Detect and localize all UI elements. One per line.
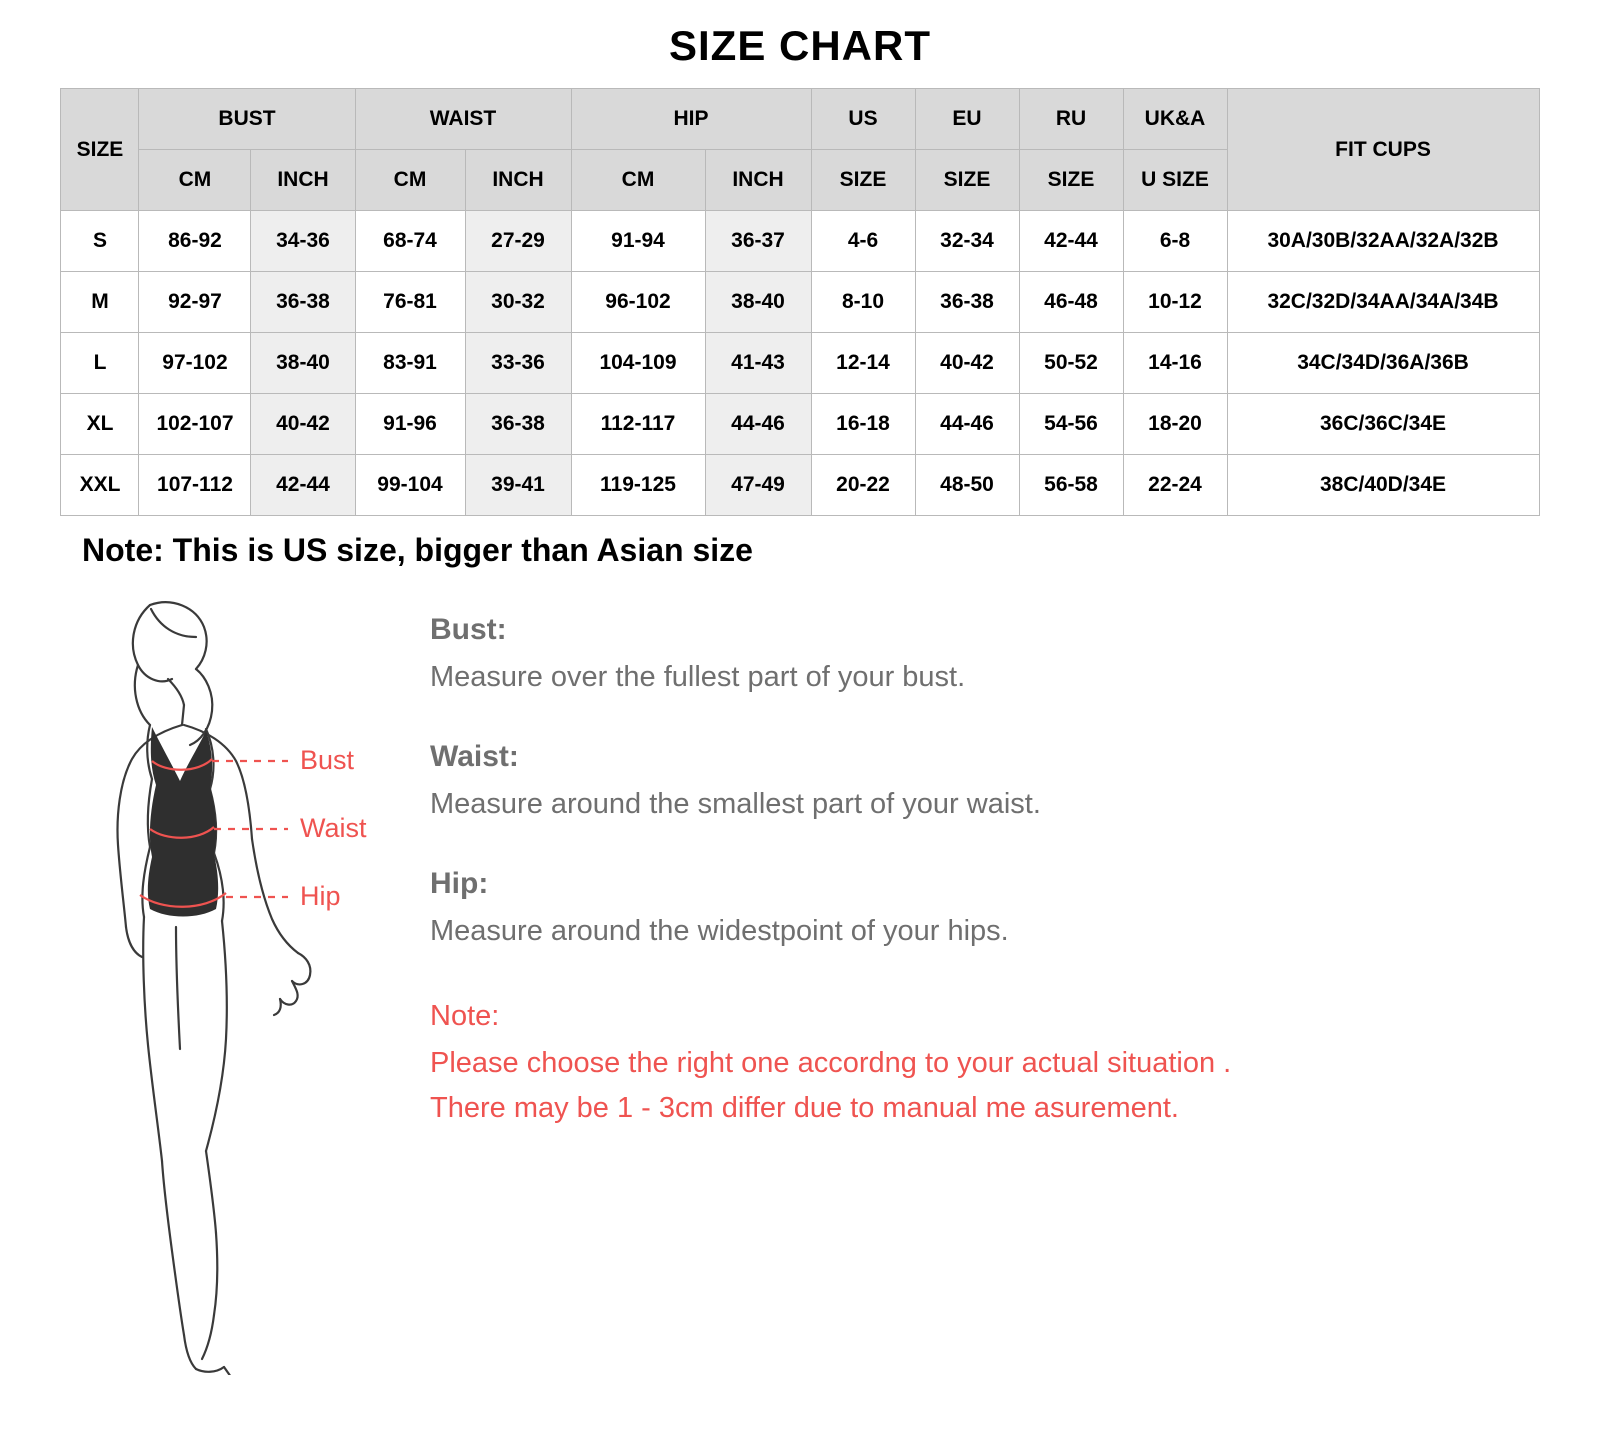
cell-hip-inch: 38-40 bbox=[705, 272, 811, 333]
cell-bust-cm: 107-112 bbox=[139, 455, 251, 516]
instruction-waist bbox=[430, 740, 1600, 821]
cell-size: M bbox=[61, 272, 139, 333]
sub-header-ru-size: SIZE bbox=[1019, 150, 1123, 211]
cell-us-size: 8-10 bbox=[811, 272, 915, 333]
swimsuit-shape bbox=[148, 727, 218, 917]
cell-bust-inch: 38-40 bbox=[251, 333, 355, 394]
cell-uk-au-size: 14-16 bbox=[1123, 333, 1227, 394]
cell-hip-cm: 96-102 bbox=[571, 272, 705, 333]
sub-header-uk-au-size: U SIZE bbox=[1123, 150, 1227, 211]
col-header-eu: EU bbox=[915, 89, 1019, 150]
col-header-size: SIZE bbox=[61, 89, 139, 211]
cell-uk-au-size: 22-24 bbox=[1123, 455, 1227, 516]
col-header-us: US bbox=[811, 89, 915, 150]
cell-ru-size: 56-58 bbox=[1019, 455, 1123, 516]
figure-label-waist: Waist bbox=[300, 813, 367, 843]
cell-eu-size: 36-38 bbox=[915, 272, 1019, 333]
cell-waist-inch: 27-29 bbox=[465, 211, 571, 272]
cell-hip-cm: 119-125 bbox=[571, 455, 705, 516]
instruction-waist-body: Measure around the smallest part of your waist. bbox=[430, 788, 1041, 820]
cell-size: XL bbox=[61, 394, 139, 455]
size-chart-table bbox=[60, 88, 1539, 516]
cell-hip-cm: 104-109 bbox=[571, 333, 705, 394]
cell-waist-cm: 83-91 bbox=[355, 333, 465, 394]
sub-header-hip-inch: INCH bbox=[705, 150, 811, 211]
cell-waist-cm: 76-81 bbox=[355, 272, 465, 333]
sub-header-waist-cm: CM bbox=[355, 150, 465, 211]
cell-us-size: 4-6 bbox=[811, 211, 915, 272]
sub-header-waist-inch: INCH bbox=[465, 150, 571, 211]
instruction-bust-title: Bust: bbox=[430, 613, 507, 646]
cell-ru-size: 54-56 bbox=[1019, 394, 1123, 455]
cell-us-size: 12-14 bbox=[811, 333, 915, 394]
disclaimer-title: Note: bbox=[430, 1000, 500, 1032]
cell-uk-au-size: 18-20 bbox=[1123, 394, 1227, 455]
cell-ru-size: 42-44 bbox=[1019, 211, 1123, 272]
measurement-figure bbox=[0, 575, 420, 1380]
cell-bust-inch: 40-42 bbox=[251, 394, 355, 455]
cell-waist-inch: 36-38 bbox=[465, 394, 571, 455]
col-header-ru: RU bbox=[1019, 89, 1123, 150]
col-header-waist: WAIST bbox=[355, 89, 571, 150]
instruction-bust bbox=[430, 613, 1600, 694]
cell-hip-cm: 91-94 bbox=[571, 211, 705, 272]
cell-fit-cups: 38C/40D/34E bbox=[1227, 455, 1539, 516]
sub-header-us-size: SIZE bbox=[811, 150, 915, 211]
table-row bbox=[61, 455, 1539, 516]
cell-us-size: 20-22 bbox=[811, 455, 915, 516]
col-header-hip: HIP bbox=[571, 89, 811, 150]
cell-ru-size: 50-52 bbox=[1019, 333, 1123, 394]
col-header-bust: BUST bbox=[139, 89, 355, 150]
disclaimer-line-2: There may be 1 - 3cm differ due to manual me asurement. bbox=[430, 1091, 1179, 1124]
instruction-waist-title: Waist: bbox=[430, 740, 519, 773]
cell-fit-cups: 30A/30B/32AA/32A/32B bbox=[1227, 211, 1539, 272]
cell-us-size: 16-18 bbox=[811, 394, 915, 455]
cell-eu-size: 48-50 bbox=[915, 455, 1019, 516]
instruction-hip bbox=[430, 867, 1600, 948]
cell-hip-inch: 44-46 bbox=[705, 394, 811, 455]
cell-hip-cm: 112-117 bbox=[571, 394, 705, 455]
cell-fit-cups: 36C/36C/34E bbox=[1227, 394, 1539, 455]
cell-waist-cm: 99-104 bbox=[355, 455, 465, 516]
col-header-uk-au: UK&A bbox=[1123, 89, 1227, 150]
sub-header-hip-cm: CM bbox=[571, 150, 705, 211]
cell-waist-inch: 33-36 bbox=[465, 333, 571, 394]
table-row bbox=[61, 394, 1539, 455]
table-row bbox=[61, 333, 1539, 394]
us-size-note: Note: This is US size, bigger than Asian size bbox=[82, 532, 753, 568]
cell-bust-cm: 92-97 bbox=[139, 272, 251, 333]
female-body-illustration bbox=[0, 575, 420, 1375]
cell-waist-cm: 91-96 bbox=[355, 394, 465, 455]
cell-bust-cm: 86-92 bbox=[139, 211, 251, 272]
instruction-hip-body: Measure around the widestpoint of your hips. bbox=[430, 915, 1009, 947]
cell-eu-size: 32-34 bbox=[915, 211, 1019, 272]
cell-bust-cm: 102-107 bbox=[139, 394, 251, 455]
cell-ru-size: 46-48 bbox=[1019, 272, 1123, 333]
instruction-hip-title: Hip: bbox=[430, 867, 489, 900]
cell-size: XXL bbox=[61, 455, 139, 516]
cell-fit-cups: 32C/32D/34AA/34A/34B bbox=[1227, 272, 1539, 333]
figure-label-hip: Hip bbox=[300, 881, 341, 911]
cell-hip-inch: 47-49 bbox=[705, 455, 811, 516]
disclaimer-line-1: Please choose the right one accordng to your actual situation . bbox=[430, 1046, 1232, 1079]
figure-label-bust: Bust bbox=[300, 745, 355, 775]
cell-waist-cm: 68-74 bbox=[355, 211, 465, 272]
page-title: SIZE CHART bbox=[669, 22, 931, 69]
table-row bbox=[61, 272, 1539, 333]
cell-waist-inch: 30-32 bbox=[465, 272, 571, 333]
col-header-fit-cups: FIT CUPS bbox=[1227, 89, 1539, 211]
cell-bust-cm: 97-102 bbox=[139, 333, 251, 394]
disclaimer-note bbox=[430, 994, 1600, 1131]
cell-bust-inch: 34-36 bbox=[251, 211, 355, 272]
sub-header-bust-inch: INCH bbox=[251, 150, 355, 211]
cell-bust-inch: 36-38 bbox=[251, 272, 355, 333]
cell-eu-size: 40-42 bbox=[915, 333, 1019, 394]
sub-header-bust-cm: CM bbox=[139, 150, 251, 211]
cell-eu-size: 44-46 bbox=[915, 394, 1019, 455]
table-header-row-group bbox=[61, 89, 1539, 150]
cell-uk-au-size: 10-12 bbox=[1123, 272, 1227, 333]
cell-waist-inch: 39-41 bbox=[465, 455, 571, 516]
cell-size: L bbox=[61, 333, 139, 394]
instruction-bust-body: Measure over the fullest part of your bust. bbox=[430, 661, 966, 693]
table-row bbox=[61, 211, 1539, 272]
cell-hip-inch: 36-37 bbox=[705, 211, 811, 272]
cell-uk-au-size: 6-8 bbox=[1123, 211, 1227, 272]
cell-bust-inch: 42-44 bbox=[251, 455, 355, 516]
sub-header-eu-size: SIZE bbox=[915, 150, 1019, 211]
cell-fit-cups: 34C/34D/36A/36B bbox=[1227, 333, 1539, 394]
cell-size: S bbox=[61, 211, 139, 272]
cell-hip-inch: 41-43 bbox=[705, 333, 811, 394]
